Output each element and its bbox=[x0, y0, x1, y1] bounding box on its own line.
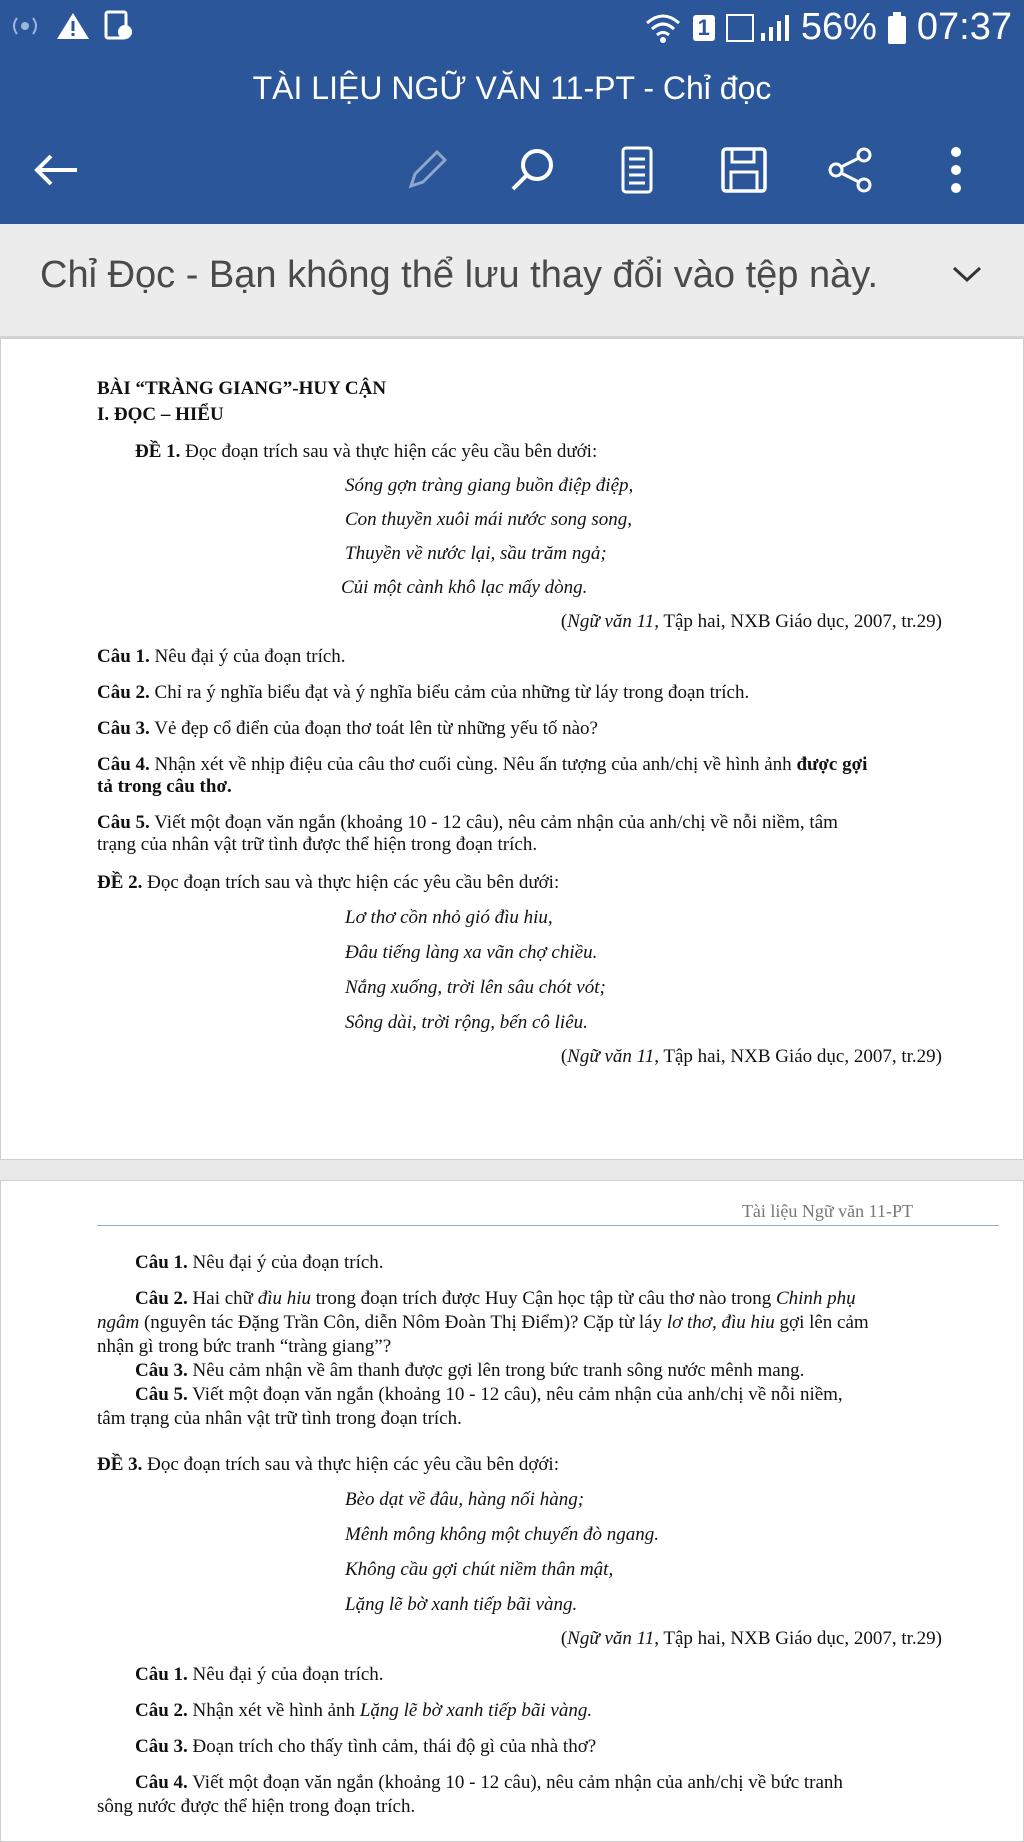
de3-poem-line: Bèo dạt về đâu, hàng nối hàng; bbox=[345, 1489, 585, 1510]
de2-question-5: Câu 5. Viết một đoạn văn ngắn (khoảng 10 - 12 câu), nêu cảm nhận của anh/chị về nỗi niềm, bbox=[135, 1384, 843, 1405]
sim-badge: 1 bbox=[693, 15, 715, 41]
toolbar bbox=[0, 114, 1024, 224]
battery-icon bbox=[887, 11, 907, 45]
de1-poem-line: Củi một cành khô lạc mấy dòng. bbox=[341, 577, 588, 598]
file-sync-icon bbox=[104, 10, 134, 42]
reading-view-icon bbox=[620, 145, 654, 195]
de2-poem-line: Lơ thơ cồn nhỏ gió đìu hiu, bbox=[345, 907, 553, 928]
document-title: TÀI LIỆU NGỮ VĂN 11-PT - Chỉ đọc bbox=[0, 62, 1024, 114]
back-button[interactable] bbox=[24, 138, 88, 202]
read-only-message: Chỉ Đọc - Bạn không thể lưu thay đổi vào tệp này. bbox=[40, 254, 879, 296]
de3-intro: ĐỀ 3. Đọc đoạn trích sau và thực hiện các yêu cầu bên dợới: bbox=[97, 1454, 559, 1475]
de1-poem-line: Thuyền về nước lại, sầu trăm ngả; bbox=[345, 543, 607, 564]
signal-icon bbox=[725, 11, 791, 45]
de2-question-2-cont: nhận gì trong bức tranh “tràng giang”? bbox=[97, 1336, 392, 1357]
de1-poem-line: Sóng gợn tràng giang buồn điệp điệp, bbox=[345, 475, 634, 496]
wifi-icon bbox=[643, 11, 683, 45]
de1-poem-line: Con thuyền xuôi mái nước song song, bbox=[345, 509, 633, 530]
de2-poem-line: Đâu tiếng làng xa vãn chợ chiều. bbox=[345, 942, 598, 963]
de2-question-5-cont: tâm trạng của nhân vật trữ tình trong đoạn trích. bbox=[97, 1408, 462, 1429]
de2-source: (Ngữ văn 11, Tập hai, NXB Giáo dục, 2007, tr.29) bbox=[560, 1046, 942, 1067]
de2-intro: ĐỀ 2. Đọc đoạn trích sau và thực hiện các yêu cầu bên dưới: bbox=[97, 872, 560, 893]
de3-question-2: Câu 2. Nhận xét về hình ảnh Lặng lẽ bờ xanh tiếp bãi vàng. bbox=[135, 1700, 593, 1721]
de1-intro: ĐỀ 1. Đọc đoạn trích sau và thực hiện các yêu cầu bên dưới: bbox=[135, 441, 598, 462]
back-arrow-icon bbox=[31, 150, 81, 190]
de3-question-1: Câu 1. Nêu đại ý của đoạn trích. bbox=[135, 1664, 384, 1685]
de2-question-3: Câu 3. Nêu cảm nhận về âm thanh được gợi lên trong bức tranh sông nước mênh mang. bbox=[135, 1360, 805, 1381]
de1-question-5: Câu 5. Viết một đoạn văn ngắn (khoảng 10 - 12 câu), nêu cảm nhận của anh/chị về nỗi niềm, tâm bbox=[97, 812, 838, 833]
header-divider bbox=[97, 1225, 999, 1226]
de3-poem-line: Mênh mông không một chuyến đò ngang. bbox=[345, 1524, 659, 1545]
de3-source: (Ngữ văn 11, Tập hai, NXB Giáo dục, 2007, tr.29) bbox=[560, 1628, 942, 1649]
warning-icon bbox=[56, 11, 90, 41]
save-icon bbox=[720, 146, 768, 194]
de1-source: (Ngữ văn 11, Tập hai, NXB Giáo dục, 2007, tr.29) bbox=[560, 611, 942, 632]
read-only-banner[interactable] bbox=[0, 224, 1024, 338]
de1-question-1: Câu 1. Nêu đại ý của đoạn trích. bbox=[97, 646, 346, 667]
de3-poem-line: Không cầu gợi chút niềm thân mật, bbox=[345, 1559, 614, 1580]
edit-button[interactable] bbox=[395, 138, 459, 202]
share-button[interactable] bbox=[818, 138, 882, 202]
de3-poem-line: Lặng lẽ bờ xanh tiếp bãi vàng. bbox=[345, 1594, 578, 1615]
chevron-down-icon[interactable] bbox=[950, 262, 984, 286]
search-icon bbox=[507, 145, 557, 195]
de2-question-2-cont: ngâm (nguyên tác Đặng Trần Côn, diễn Nôm Đoàn Thị Điểm)? Cặp từ láy lơ thơ, đìu hiu gợi lên cảm bbox=[97, 1312, 869, 1333]
de1-question-5-cont: trạng của nhân vật trữ tình được thể hiện trong đoạn trích. bbox=[97, 834, 538, 855]
document-page-1 bbox=[0, 338, 1024, 1160]
page-header: Tài liệu Ngữ văn 11-PT bbox=[741, 1201, 913, 1221]
battery-percent: 56% bbox=[800, 6, 877, 48]
de2-question-1: Câu 1. Nêu đại ý của đoạn trích. bbox=[135, 1252, 384, 1273]
de2-poem-line: Nắng xuống, trời lên sâu chót vót; bbox=[345, 977, 606, 998]
de1-question-3: Câu 3. Vẻ đẹp cổ điển của đoạn thơ toát lên từ những yếu tố nào? bbox=[97, 718, 598, 739]
more-icon bbox=[949, 146, 963, 194]
section-heading: I. ĐỌC – HIỂU bbox=[97, 404, 224, 425]
radio-icon bbox=[8, 11, 42, 41]
pencil-icon bbox=[403, 146, 451, 194]
de3-question-3: Câu 3. Đoạn trích cho thấy tình cảm, thái độ gì của nhà thơ? bbox=[135, 1736, 597, 1757]
document-heading: BÀI “TRÀNG GIANG”-HUY CẬN bbox=[97, 378, 387, 399]
de2-question-2: Câu 2. Hai chữ đìu hiu trong đoạn trích được Huy Cận học tập từ câu thơ nào trong Chinh phụ bbox=[135, 1288, 856, 1309]
save-button[interactable] bbox=[712, 138, 776, 202]
share-icon bbox=[826, 146, 874, 194]
reading-view-button[interactable] bbox=[605, 138, 669, 202]
clock: 07:37 bbox=[916, 6, 1012, 48]
more-options-button[interactable] bbox=[924, 138, 988, 202]
search-button[interactable] bbox=[500, 138, 564, 202]
de3-question-4-cont: sông nước được thể hiện trong đoạn trích. bbox=[97, 1796, 416, 1817]
de2-poem-line: Sông dài, trời rộng, bến cô liêu. bbox=[345, 1012, 588, 1033]
de1-question-2: Câu 2. Chỉ ra ý nghĩa biểu đạt và ý nghĩa biểu cảm của những từ láy trong đoạn trích. bbox=[97, 682, 750, 703]
de1-question-4: Câu 4. Nhận xét về nhịp điệu của câu thơ cuối cùng. Nêu ấn tượng của anh/chị về hình ảnh được gợi bbox=[97, 754, 868, 775]
de1-question-4-cont: tả trong câu thơ. bbox=[97, 776, 232, 797]
document-page-2 bbox=[0, 1180, 1024, 1842]
status-bar bbox=[0, 0, 1024, 62]
de3-question-4: Câu 4. Viết một đoạn văn ngắn (khoảng 10 - 12 câu), nêu cảm nhận của anh/chị về bức tranh bbox=[135, 1772, 843, 1793]
